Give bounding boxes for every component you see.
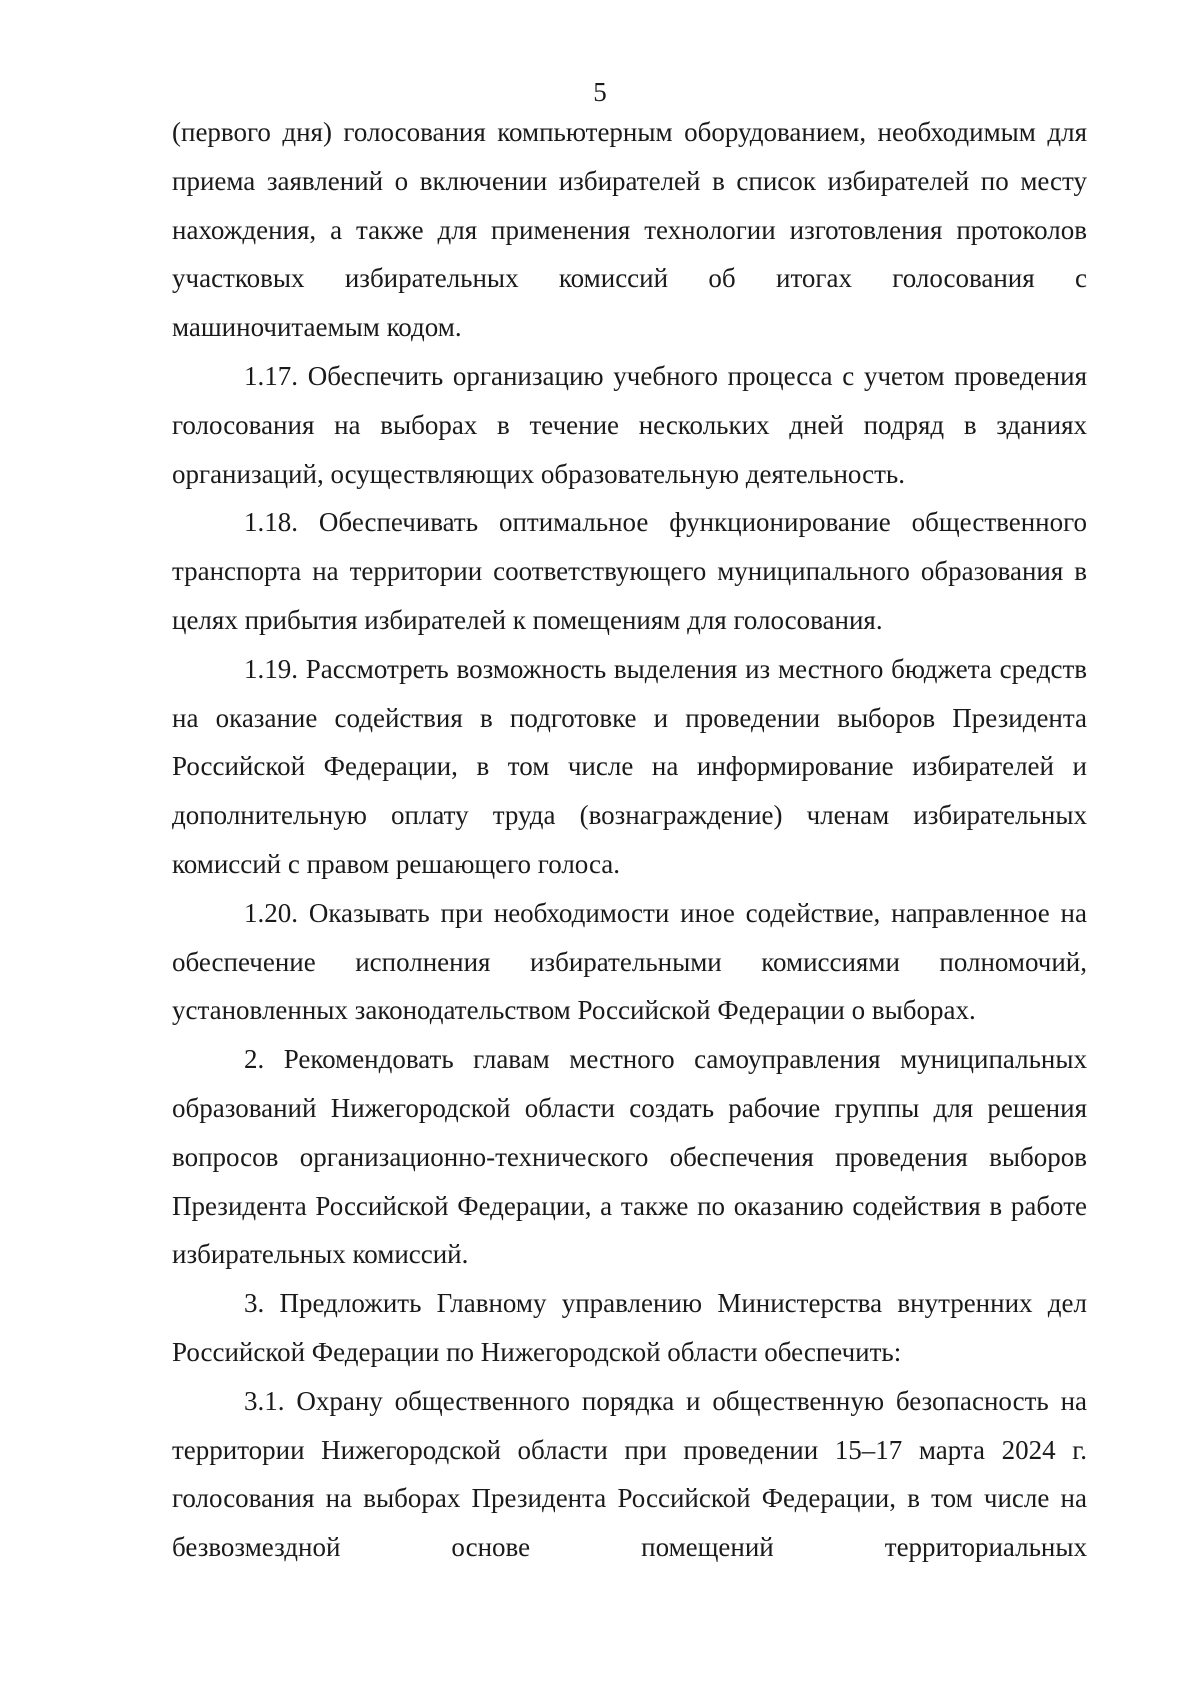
paragraph-3: 3. Предложить Главному управлению Министерства внутренних дел Российской Федерации по Нижегородской области обеспечить: xyxy=(172,1288,1087,1367)
paragraph-2: 2. Рекомендовать главам местного самоуправления муниципальных образований Нижегородской области создать рабочие группы для решения вопросов организационно-технического обеспечения проведения выборов Президента Российской Федерации, а также по оказанию содействия в работе избирательных комиссий. xyxy=(172,1044,1087,1270)
document-body xyxy=(172,108,1087,1572)
paragraph-1-17: 1.17. Обеспечить организацию учебного процесса с учетом проведения голосования на выборах в течение нескольких дней подряд в зданиях организаций, осуществляющих образовательную деятельность. xyxy=(172,360,1087,489)
paragraph-1-19: 1.19. Рассмотреть возможность выделения из местного бюджета средств на оказание содействия в подготовке и проведении выборов Президента Российской Федерации, в том числе на информирование избирателей и дополнительную оплату труда (вознаграждение) членам избирательных комиссий с правом решающего голоса. xyxy=(172,653,1087,879)
paragraph-1-18: 1.18. Обеспечивать оптимальное функционирование общественного транспорта на территории соответствующего муниципального образования в целях прибытия избирателей к помещениям для голосования. xyxy=(172,507,1087,635)
paragraph-continuation: (первого дня) голосования компьютерным оборудованием, необходимым для приема заявлений о включении избирателей в список избирателей по месту нахождения, а также для применения технологии изготовления протоколов участковых избирательных комиссий об итогах голосования с машиночитаемым кодом. xyxy=(172,117,1087,343)
paragraph-1-20: 1.20. Оказывать при необходимости иное содействие, направленное на обеспечение исполнения избирательными комиссиями полномочий, установленных законодательством Российской Федерации о выборах. xyxy=(172,897,1087,1026)
paragraph-3-1: 3.1. Охрану общественного порядка и общественную безопасность на территории Нижегородской области при проведении 15–17 марта 2024 г. голосования на выборах Президента Российской Федерации, в том числе на безвозмездной основе помещений территориальных xyxy=(172,1385,1087,1563)
page-number: 5 xyxy=(593,77,607,107)
